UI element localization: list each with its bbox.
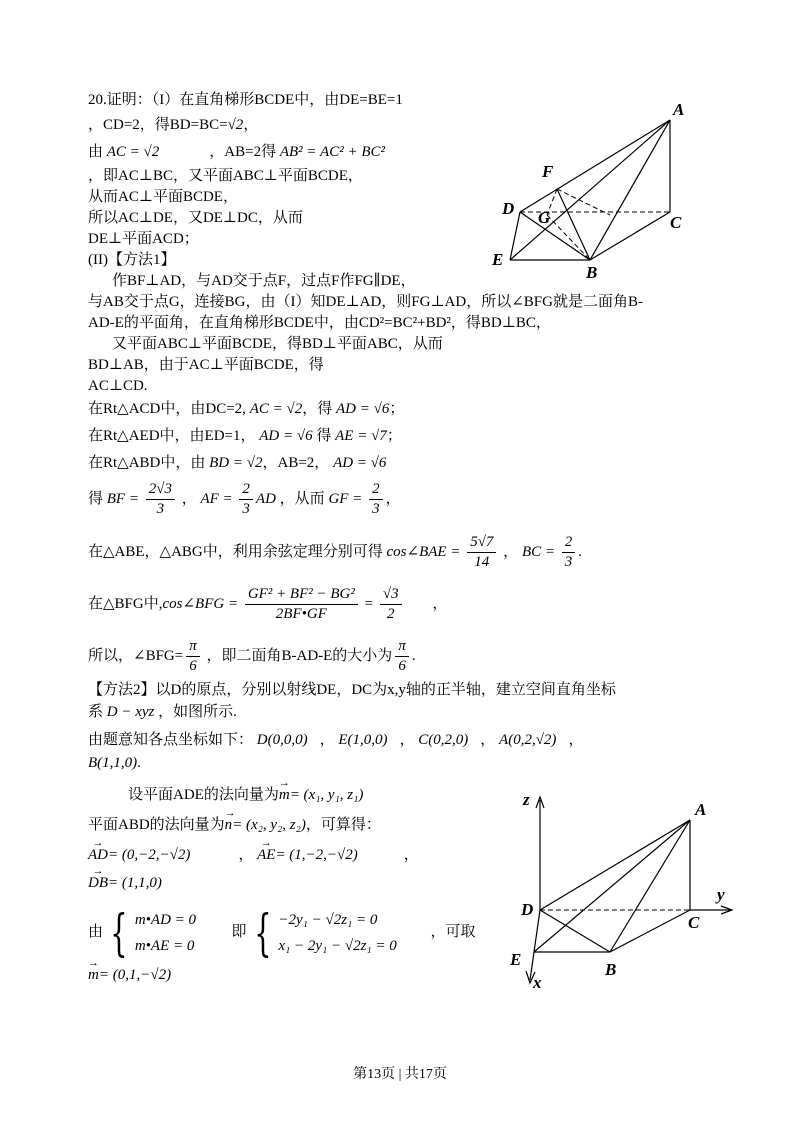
proof-line-20: 在△BFG中,cos∠BFG = $\frac{\text{GF² + BF² − BG²}}{2BF•GF}$ = $\frac{√3}{2}$ ， xyxy=(88,586,448,622)
proof-line-13: BD⊥AB，由于AC⊥平面BCDE，得 xyxy=(88,357,324,373)
proof-line-19: 在△ABE，△ABG中，利用余弦定理分别可得 cos∠BAE = $\frac{5√7}{14}$ ， BC = $\frac{2}{3}$ . xyxy=(88,534,582,570)
fig1-label-c: C xyxy=(670,213,682,232)
proof-line-14: AC⊥CD. xyxy=(88,378,148,394)
fig2-label-a: A xyxy=(695,800,707,819)
fig2-label-z: z xyxy=(523,790,530,809)
proof-line-2: ，CD=2，得BD=BC=√2， xyxy=(88,117,259,133)
proof-line-28: → AD= (0,−2,−√2) ， → AE= (1,−2,−√2) ， xyxy=(88,845,419,865)
fig1-label-f: F xyxy=(542,162,554,181)
proof-line-10: 与AB交于点G，连接BG，由（I）知DE⊥AD，则FG⊥AD，所以∠BFG就是二面角B- xyxy=(88,294,643,310)
proof-line-9: 作BF⊥AD，与AD交于点F，过点F作FG∥DE， xyxy=(112,273,416,289)
proof-line-1: 20.证明：（I）在直角梯形BCDE中，由DE=BE=1 xyxy=(88,92,403,108)
proof-line-5: 从而AC⊥平面BCDE， xyxy=(88,189,238,205)
proof-line-17: 在Rt△ABD中，由 BD = √2，AB=2， AD = √6 xyxy=(88,455,387,471)
fig2-label-y: y xyxy=(717,885,725,904)
proof-line-18: 得 BF = $\frac{2√3}{3}$ ， AF = $\frac{2}{3}$ AD ，从而 GF = $\frac{2}{3}$ ， xyxy=(88,481,401,517)
proof-line-23: 系 D − xyz ，如图所示. xyxy=(88,704,237,720)
proof-line-31: → m= (0,1,−√2) xyxy=(88,965,171,985)
fig2-label-b: B xyxy=(605,960,617,979)
figure-trapezoid-pyramid xyxy=(490,95,700,285)
fig2-label-x: x xyxy=(533,973,542,992)
proof-line-7: DE⊥平面ACD； xyxy=(88,231,199,247)
proof-line-16: 在Rt△AED中，由ED=1， AD = √6 得 AE = √7； xyxy=(88,428,402,444)
proof-line-30: 由 { m•AD = 0 m•AE = 0 即 { −2y₁ − √2z₁ = 0 x₁ − 2y₁ − √2z₁ = 0 ，可取 xyxy=(88,903,476,962)
fig2-label-d: D xyxy=(521,900,534,919)
proof-line-25: B(1,1,0). xyxy=(88,755,141,771)
page-footer: 第13页 | 共17页 xyxy=(353,1067,447,1082)
fig1-label-g: G xyxy=(538,208,551,227)
proof-line-26: 设平面ADE的法向量为→ m= (x₁, y₁, z₁) xyxy=(128,785,363,805)
proof-line-21: 所以，∠BFG= $\frac{\pi}{6}$ ，即二面角B-AD-E的大小为 $\frac{\pi}{6}$ . xyxy=(88,638,416,674)
proof-line-8: (II)【方法1】 xyxy=(88,252,176,268)
fig1-label-b: B xyxy=(586,263,598,282)
proof-line-6: 所以AC⊥DE，又DE⊥DC，从而 xyxy=(88,210,303,226)
figure-coordinate-system xyxy=(505,785,745,995)
fig2-label-e: E xyxy=(510,950,522,969)
fig2-label-c: C xyxy=(688,913,700,932)
proof-line-15: 在Rt△ACD中，由DC=2, AC = √2，得 AD = √6； xyxy=(88,401,405,417)
proof-line-11: AD-E的平面角，在直角梯形BCDE中，由CD²=BC²+BD²，得BD⊥BC， xyxy=(88,315,551,331)
proof-line-22: 【方法2】以D的原点，分别以射线DE，DC为x,y轴的正半轴，建立空间直角坐标 xyxy=(88,682,616,698)
proof-line-27: 平面ABD的法向量为→ n= (x₂, y₂, z₂)，可算得： xyxy=(88,815,381,835)
proof-line-12: 又平面ABC⊥平面BCDE，得BD⊥平面ABC，从而 xyxy=(112,336,443,352)
fig1-label-d: D xyxy=(502,199,515,218)
proof-line-4: ，即AC⊥BC，又平面ABC⊥平面BCDE， xyxy=(88,168,363,184)
fig1-label-e: E xyxy=(492,250,504,269)
proof-line-24: 由题意知各点坐标如下： D(0,0,0) ， E(1,0,0) ， C(0,2,0) ， A(0,2,√2) ， xyxy=(88,732,584,748)
fig1-label-a: A xyxy=(673,100,685,119)
proof-line-3: 由 AC = √2 ，AB=2得 AB² = AC² + BC² xyxy=(88,144,385,160)
proof-line-29: → DB= (1,1,0) xyxy=(88,873,162,893)
